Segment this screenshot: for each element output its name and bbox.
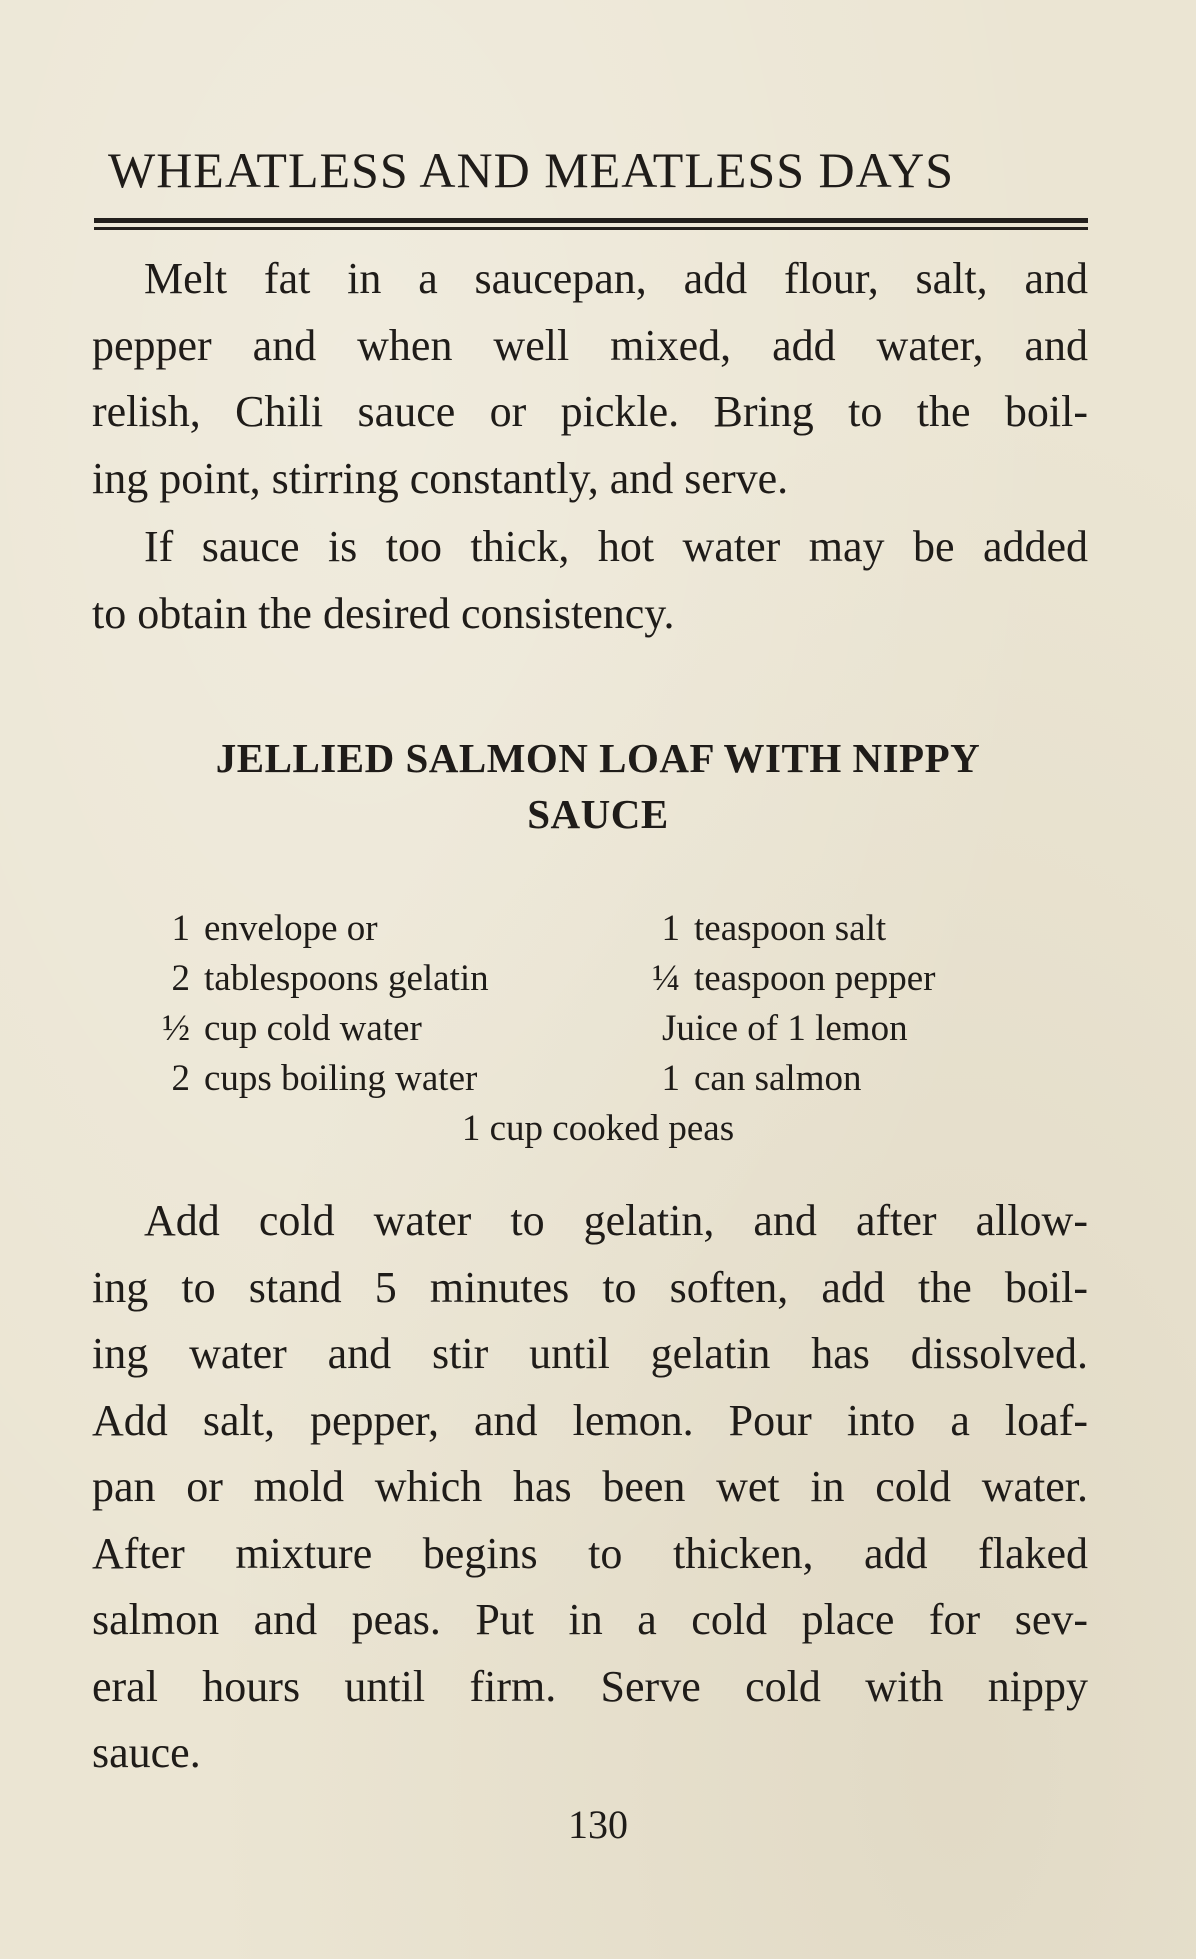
recipe-title: [92, 730, 1104, 842]
ingredient-text: cup cold water: [204, 1008, 422, 1049]
ingredient-item: [136, 954, 489, 1004]
paragraph-line: salmon and peas. Put in a cold place for sev-: [92, 1595, 1088, 1644]
page-number: 130: [568, 1802, 628, 1847]
running-head: WHEATLESS AND MEATLESS DAYS: [108, 142, 955, 198]
ingredient-quantity: 2: [171, 1058, 190, 1099]
ingredient-item: [136, 904, 378, 954]
paragraph-line: sauce.: [92, 1728, 201, 1777]
header-rule-thick: [94, 218, 1088, 223]
ingredient-item-centered: [0, 1104, 1196, 1154]
paragraph-line: eral hours until firm. Serve cold with nippy: [92, 1661, 1088, 1711]
ingredient-item: [136, 1054, 477, 1104]
ingredient-text: teaspoon salt: [694, 908, 887, 949]
ingredient-text: envelope or: [204, 908, 378, 949]
paragraph-line: If sauce is too thick, hot water may be added: [144, 522, 1088, 571]
ingredient-text: teaspoon pepper: [694, 958, 936, 999]
paragraph-sauce-method: [92, 246, 1088, 512]
paragraph-line: ing point, stirring constantly, and serve.: [92, 453, 789, 503]
ingredient-quantity: 2: [171, 958, 190, 999]
paragraph-line: Add salt, pepper, and lemon. Pour into a loaf-: [92, 1395, 1088, 1445]
ingredient-text: can salmon: [694, 1058, 862, 1099]
paragraph-sauce-consistency: [92, 514, 1088, 647]
ingredient-text: 1 cup cooked peas: [461, 1108, 735, 1149]
ingredient-quantity: 1: [661, 908, 680, 949]
recipe-title-line: JELLIED SALMON LOAF WITH NIPPY: [215, 735, 981, 781]
paragraph-line: Melt fat in a saucepan, add flour, salt, and: [144, 254, 1088, 303]
paragraph-line: to obtain the desired consistency.: [92, 588, 675, 638]
paragraph-line: pan or mold which has been wet in cold water.: [92, 1462, 1088, 1511]
ingredient-quantity: 1: [661, 1058, 680, 1099]
ingredient-text: cups boiling water: [204, 1058, 478, 1099]
ingredient-item: [136, 1004, 422, 1054]
paragraph-line: After mixture begins to thicken, add flaked: [92, 1528, 1088, 1578]
paragraph-line: ing water and stir until gelatin has dissolved.: [92, 1329, 1088, 1378]
ingredient-item: [640, 904, 886, 954]
paragraph-line: ing to stand 5 minutes to soften, add the boil-: [92, 1262, 1088, 1312]
paragraph-line: pepper and when well mixed, add water, and: [92, 320, 1088, 370]
ingredient-item: [640, 1054, 861, 1104]
paragraph-line: relish, Chili sauce or pickle. Bring to the boil-: [92, 387, 1088, 436]
recipe-title-line: SAUCE: [527, 791, 669, 837]
ingredient-item: [640, 954, 935, 1004]
ingredient-text: Juice of 1 lemon: [662, 1008, 908, 1049]
ingredient-quantity: ¼: [652, 958, 680, 999]
header-double-rule: [94, 218, 1088, 232]
ingredient-item: [662, 1004, 908, 1054]
ingredient-text: tablespoons gelatin: [204, 958, 489, 999]
ingredient-quantity: ½: [162, 1008, 190, 1049]
header-rule-thin: [94, 227, 1088, 230]
paragraph-recipe-method: [92, 1188, 1088, 1787]
ingredient-quantity: 1: [171, 908, 190, 949]
paragraph-line: Add cold water to gelatin, and after allow-: [144, 1196, 1088, 1245]
